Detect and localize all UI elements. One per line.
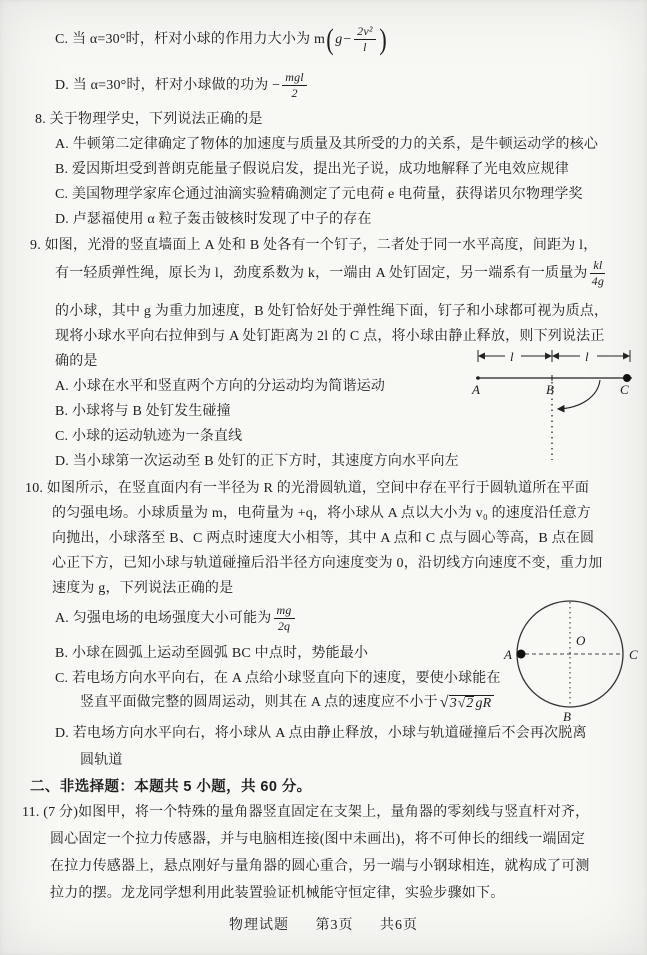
q11-stem-line1: 11. (7 分)如图甲，将一个特殊的量角器竖直固定在支架上，量角器的零刻线与竖直杆对齐，: [22, 805, 590, 820]
fraction: [282, 70, 307, 101]
fraction-numerator: 2v²: [354, 24, 376, 40]
q9-stem-line4: 现将小球水平向右拉伸到与 A 处钉距离为 2l 的 C 点，将小球由静止释放，则下列说法正: [55, 329, 605, 344]
q8-option-a: A. 牛顿第二定律确定了物体的加速度与质量及其所受的力的关系，是牛顿运动学的核心: [55, 137, 599, 152]
option-text: A. 匀强电场的电场强度大小可能为: [55, 610, 272, 626]
q9-figure-svg: [468, 348, 643, 463]
radicand-part: gR: [475, 695, 492, 711]
q10-option-d-line2: 圆轨道: [80, 753, 123, 768]
q8-option-b: B. 爱因斯坦受到普朗克能量子假说启发，提出光子说，成功地解释了光电效应规律: [55, 162, 569, 177]
q10-option-c-line2: [80, 694, 494, 712]
label-a: A: [504, 647, 512, 662]
q8-stem: 8. 关于物理学史，下列说法正确的是: [35, 112, 263, 127]
paren-open: (: [326, 23, 334, 56]
label-c: C: [629, 647, 638, 662]
q10-stem-line3: 向抛出，小球落至 B、C 两点时速度大小相等，其中 A 点和 C 点与圆心等高，B 点在圆: [52, 531, 595, 546]
fraction: [354, 24, 376, 55]
fraction-denominator: 2: [291, 86, 298, 100]
q8-option-d: D. 卢瑟福使用 α 粒子轰击铍核时发现了中子的存在: [55, 212, 372, 227]
option-text: 竖直平面做完整的圆周运动，则其在 A 点的速度应不小于: [80, 695, 438, 710]
label-a: A: [472, 382, 480, 397]
q8-option-c: C. 美国物理学家库仑通过油滴实验精确测定了元电荷 e 电荷量，获得诺贝尔物理学奖: [55, 187, 583, 202]
stem-text: 有一轻质弹性绳，原长为 l，劲度系数为 k，一端由 A 处钉固定，另一端系有一质量为: [55, 265, 588, 281]
q11-stem-line4: 拉力的摆。龙龙同学想利用此装置验证机械能守恒定律，实验步骤如下。: [50, 886, 505, 901]
dim-label-l1: l: [510, 349, 514, 364]
q9-stem-line3: 的小球，其中 g 为重力加速度，B 处钉恰好处于弹性绳下面，钉子和小球都可视为质点，: [55, 304, 609, 319]
q9-option-a: A. 小球在水平和竖直两个方向的分运动均为简谐运动: [55, 379, 386, 394]
q10-option-c-line1: C. 若电场方向水平向右，在 A 点给小球竖直向下的速度，要使小球能在: [55, 671, 501, 686]
sqrt-symbol: √: [439, 693, 449, 711]
paren-close: ): [378, 23, 387, 56]
fraction: [274, 603, 295, 634]
footer-page-number: 第3页: [315, 918, 354, 933]
q10-stem-line5: 速度为 g，下列说法正确的是: [52, 581, 234, 596]
q10-stem-line4: 心正下方，已知小球与轨道碰撞后沿半径方向速度变为 0，沿切线方向速度不变，重力加: [52, 556, 603, 571]
q10-option-a: [55, 603, 297, 634]
nail-a: [476, 376, 480, 380]
fraction-denominator: 4g: [591, 274, 605, 288]
q9-stem-line5: 确的是: [55, 354, 98, 369]
q9-option-b: B. 小球将与 B 处钉发生碰撞: [55, 404, 231, 419]
swing-arc-arrow: [558, 380, 600, 409]
q10-option-b: B. 小球在圆弧上运动至圆弧 BC 中点时，势能最小: [55, 646, 369, 661]
label-c: C: [620, 382, 629, 397]
q10-figure-svg: [502, 592, 642, 724]
option-text: C. 当 α=30°时，杆对小球的作用力大小为 m: [55, 31, 326, 47]
q11-stem-line3: 在拉力传感器上，悬点刚好与量角器的圆心重合，另一端与小钢球相连，就构成了可测: [50, 859, 590, 874]
label-b: B: [546, 382, 554, 397]
q7-option-c: [55, 24, 388, 55]
q10-option-d-line1: D. 若电场方向水平向右，将小球从 A 点由静止释放，小球与轨道碰撞后不会再次脱离: [55, 726, 587, 741]
dim-label-l2: l: [585, 349, 589, 364]
q9-figure-nails-diagram: [468, 348, 643, 468]
q7-option-d: [55, 70, 309, 101]
footer-doc-title: 物理试题: [229, 918, 289, 933]
radicand-part: 3: [449, 695, 457, 711]
formula-lead: g−: [335, 31, 353, 47]
q11-stem-line2: 圆心固定一个拉力传感器，并与电脑相连接(图中未画出)，将不可伸长的细线一端固定: [50, 832, 586, 847]
fraction-denominator: 2q: [277, 619, 291, 633]
inner-sqrt-symbol: √: [457, 694, 466, 710]
label-b: B: [563, 709, 571, 724]
option-text: D. 当 α=30°时，杆对小球做的功为 −: [55, 77, 281, 93]
fraction-numerator: kl: [590, 258, 605, 274]
label-o: O: [576, 633, 586, 648]
section2-header: 二、非选择题：本题共 5 小题，共 60 分。: [30, 779, 312, 795]
fraction-denominator: l: [363, 40, 367, 54]
q10-figure-circle-diagram: [502, 592, 642, 729]
radicand: [449, 695, 495, 712]
fraction: [590, 258, 606, 289]
q10-stem-line2: 的匀强电场。小球质量为 m，电荷量为 +q，将小球从 A 点以大小为 v₀ 的速度沿任意方: [52, 506, 592, 521]
page-footer: [0, 914, 647, 934]
q9-stem-line1: 9. 如图，光滑的竖直墙面上 A 处和 B 处各有一个钉子，二者处于同一水平高度，间距为 l，: [30, 238, 598, 253]
q9-stem-line2: [55, 258, 608, 289]
ball-at-c: [623, 374, 631, 382]
q10-stem-line1: 10. 如图所示，在竖直面内有一半径为 R 的光滑圆轨道，空间中存在平行于圆轨道所在平面: [25, 481, 590, 496]
inner-radicand: 2: [466, 695, 474, 711]
fraction-numerator: mgl: [282, 70, 307, 86]
q9-option-c: C. 小球的运动轨迹为一条直线: [55, 429, 243, 444]
fraction-numerator: mg: [274, 603, 295, 619]
q9-option-d: D. 当小球第一次运动至 B 处钉的正下方时，其速度方向水平向左: [55, 454, 459, 469]
sqrt-expression: [440, 695, 495, 712]
ball-at-a: [517, 650, 526, 659]
footer-pages-total: 共6页: [380, 918, 418, 933]
